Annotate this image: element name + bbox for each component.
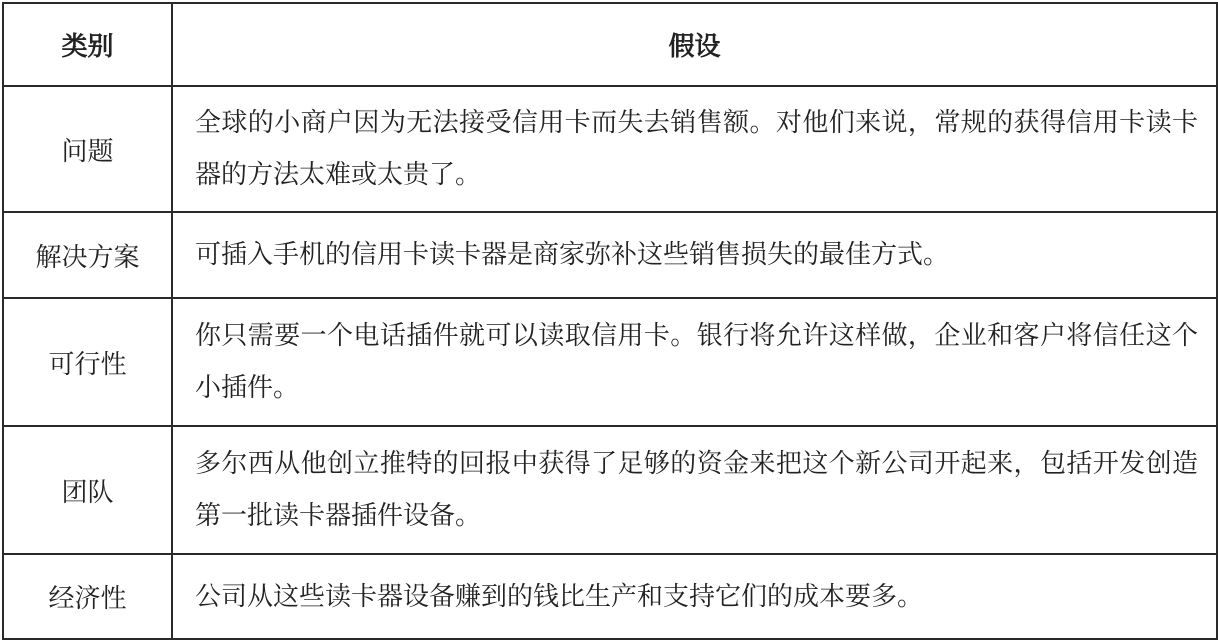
table-row — [3, 298, 1217, 426]
header-category: 类别 — [3, 3, 172, 86]
row-hypothesis: 公司从这些读卡器设备赚到的钱比生产和支持它们的成本要多。 — [172, 554, 1217, 639]
table-row — [3, 212, 1217, 298]
row-hypothesis: 你只需要一个电话插件就可以读取信用卡。银行将允许这样做，企业和客户将信任这个小插件。 — [172, 298, 1217, 426]
table-row — [3, 426, 1217, 554]
row-category: 问题 — [3, 86, 172, 212]
row-category: 团队 — [3, 426, 172, 554]
table-row — [3, 554, 1217, 639]
table-row — [3, 86, 1217, 212]
row-hypothesis: 全球的小商户因为无法接受信用卡而失去销售额。对他们来说，常规的获得信用卡读卡器的方法太难或太贵了。 — [172, 86, 1217, 212]
header-hypothesis: 假设 — [172, 3, 1217, 86]
hypothesis-table-container — [2, 2, 1216, 638]
table-header-row — [3, 3, 1217, 86]
row-category: 可行性 — [3, 298, 172, 426]
row-hypothesis: 可插入手机的信用卡读卡器是商家弥补这些销售损失的最佳方式。 — [172, 212, 1217, 298]
hypothesis-table — [2, 2, 1218, 640]
row-hypothesis: 多尔西从他创立推特的回报中获得了足够的资金来把这个新公司开起来，包括开发创造第一批读卡器插件设备。 — [172, 426, 1217, 554]
row-category: 解决方案 — [3, 212, 172, 298]
row-category: 经济性 — [3, 554, 172, 639]
